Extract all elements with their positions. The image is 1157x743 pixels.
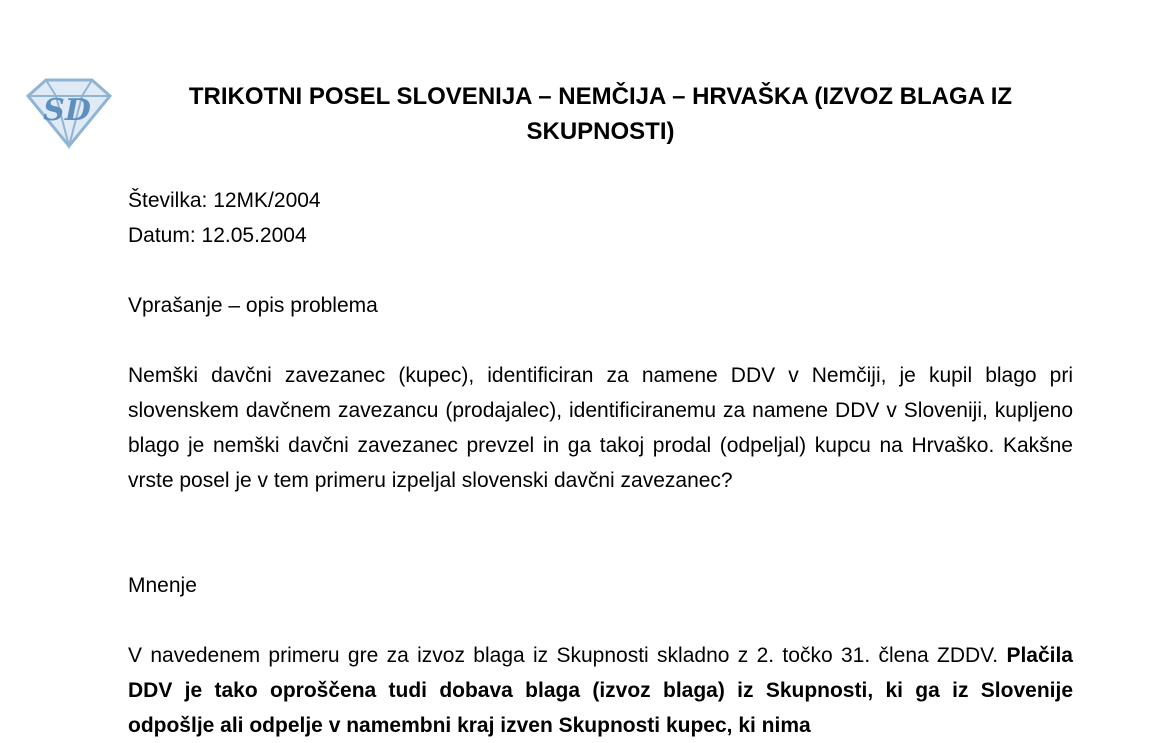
sd-logo-icon — [26, 76, 112, 150]
opinion-heading: Mnenje — [128, 574, 197, 597]
opinion-bold-text: Plačila DDV je tako oproščena tudi dobava blaga (izvoz blaga) iz Skupnosti, ki ga iz Slovenije odpošlje ali odpelje v namembni kraj izven Skupnosti kupec, ki nima — [128, 644, 1073, 737]
document-number: Številka: 12MK/2004 — [128, 189, 321, 212]
document-title: TRIKOTNI POSEL SLOVENIJA – NEMČIJA – HRVAŠKA (IZVOZ BLAGA IZ SKUPNOSTI) — [188, 83, 1013, 145]
document-date: Datum: 12.05.2004 — [128, 224, 307, 247]
svg-text:SD: SD — [43, 93, 91, 128]
opinion-text: V navedenem primeru gre za izvoz blaga iz Skupnosti skladno z 2. točko 31. člena ZDDV. — [128, 644, 999, 667]
question-heading: Vprašanje – opis problema — [128, 294, 378, 317]
document-meta — [128, 183, 321, 253]
opinion-paragraph — [128, 638, 1073, 743]
question-paragraph: Nemški davčni zavezanec (kupec), identificiran za namene DDV v Nemčiji, je kupil blago pri slovenskem davčnem zavezancu (prodajalec), identificiranemu za namene DDV v Sloveniji, kupljeno blago je nemški davčni zavezanec prevzel in ga takoj prodal (odpeljal) kupcu na Hrvaško. Kakšne vrste posel je v tem primeru izpeljal slovenski davčni zavezanec? — [128, 364, 1073, 492]
